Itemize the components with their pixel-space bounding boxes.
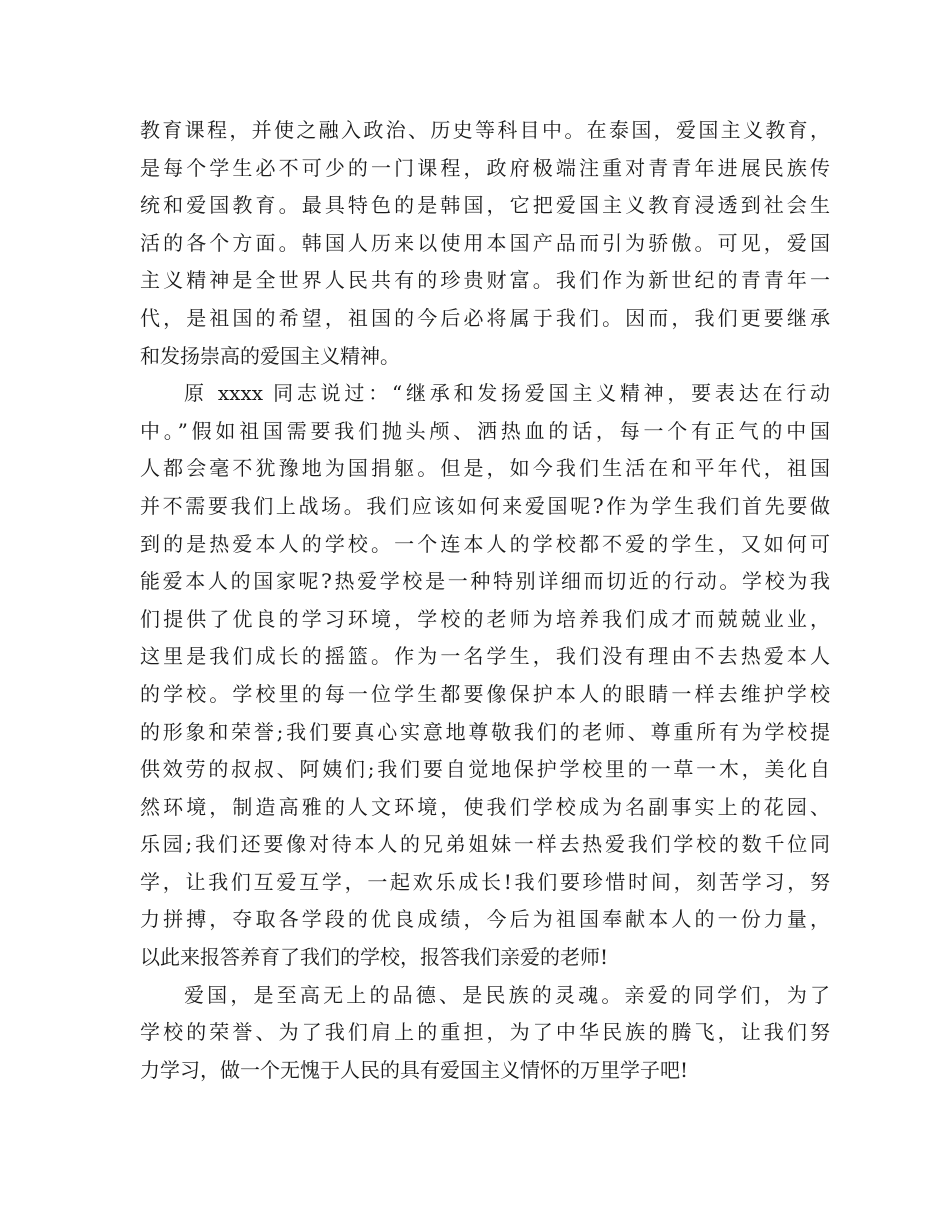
text-line: 主义精神是全世界人民共有的珍贵财富。我们作为新世纪的青青年一 — [140, 268, 830, 293]
text-line: 的学校。学校里的每一位学生都要像保护本人的眼睛一样去维护学校 — [140, 681, 830, 706]
text-line: 并不需要我们上战场。我们应该如何来爱国呢?作为学生我们首先要做 — [140, 493, 830, 518]
text-line: 力学习，做一个无愧于人民的具有爱国主义情怀的万里学子吧! — [140, 1057, 689, 1082]
text-line: 到的是热爱本人的学校。一个连本人的学校都不爱的学生，又如何可 — [140, 531, 830, 556]
text-line: 的形象和荣誉;我们要真心实意地尊敬我们的老师、尊重所有为学校提 — [140, 719, 830, 744]
text-line: 教育课程，并使之融入政治、历史等科目中。在泰国，爱国主义教育， — [140, 118, 830, 142]
text-line: 学，让我们互爱互学，一起欢乐成长!我们要珍惜时间，刻苦学习，努 — [140, 869, 830, 894]
text-line: 统和爱国教育。最具特色的是韩国，它把爱国主义教育浸透到社会生 — [140, 193, 830, 218]
text-line: 然环境，制造高雅的人文环境，使我们学校成为名副事实上的花园、 — [140, 794, 830, 819]
text-line: 原 xxxx 同志说过：“继承和发扬爱国主义精神，要表达在行动 — [184, 381, 830, 406]
text-line: 学校的荣誉、为了我们肩上的重担，为了中华民族的腾飞，让我们努 — [140, 1020, 830, 1045]
text-line: 人都会毫不犹豫地为国捐躯。但是，如今我们生活在和平年代，祖国 — [140, 456, 830, 481]
text-line: 爱国，是至高无上的品德、是民族的灵魂。亲爱的同学们，为了 — [184, 982, 830, 1007]
text-line: 这里是我们成长的摇篮。作为一名学生，我们没有理由不去热爱本人 — [140, 644, 830, 669]
text-line: 是每个学生必不可少的一门课程，政府极端注重对青青年进展民族传 — [140, 155, 830, 180]
text-line: 力拼搏，夺取各学段的优良成绩，今后为祖国奉献本人的一份力量， — [140, 907, 830, 932]
text-line: 能爱本人的国家呢?热爱学校是一种特别详细而切近的行动。学校为我 — [140, 569, 830, 594]
text-line: 代，是祖国的希望，祖国的今后必将属于我们。因而，我们更要继承 — [140, 305, 830, 330]
text-line: 和发扬崇高的爱国主义精神。 — [140, 343, 400, 368]
text-line: 活的各个方面。韩国人历来以使用本国产品而引为骄傲。可见，爱国 — [140, 230, 830, 255]
text-line: 中。”假如祖国需要我们抛头颅、洒热血的话，每一个有正气的中国 — [140, 418, 830, 443]
text-line: 乐园;我们还要像对待本人的兄弟姐妹一样去热爱我们学校的数千位同 — [140, 832, 830, 857]
document-body — [140, 112, 830, 1089]
text-line: 们提供了优良的学习环境，学校的老师为培养我们成才而兢兢业业， — [140, 606, 830, 631]
text-line: 以此来报答养育了我们的学校，报答我们亲爱的老师! — [140, 945, 609, 970]
text-line: 供效劳的叔叔、阿姨们;我们要自觉地保护学校里的一草一木，美化自 — [140, 757, 830, 782]
